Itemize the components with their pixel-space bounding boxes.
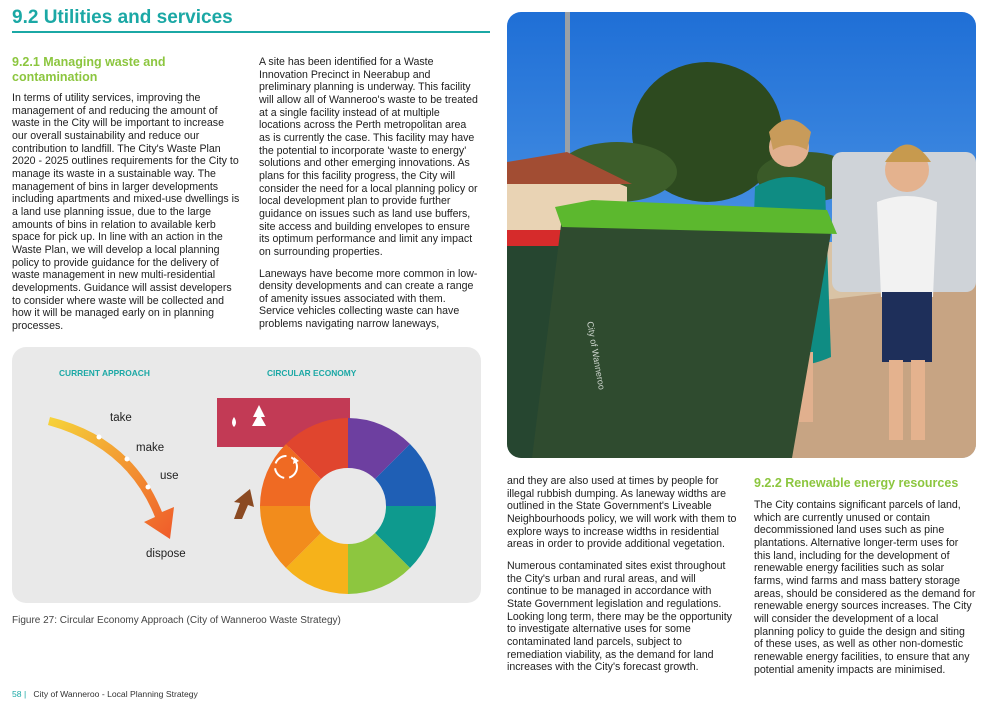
bin-logo-text: City of Wanneroo	[585, 320, 607, 391]
residual-waste-arrow	[234, 489, 254, 519]
step-use: use	[160, 470, 179, 482]
step-make: make	[136, 442, 165, 454]
current-approach-label: CURRENT APPROACH	[59, 368, 150, 378]
step-dispose: dispose	[146, 548, 186, 560]
bins-photo	[507, 12, 976, 458]
section-heading-922: 9.2.2 Renewable energy resources	[754, 476, 959, 490]
section-heading-921: 9.2.1 Managing waste and contamination	[12, 55, 166, 84]
section-921-column	[12, 55, 240, 332]
paragraph: In terms of utility services, improving the management of and reducing the amount of waste in the City will be important to increase our overall sustainability and reduce our contribution to landfill. The City's Waste Plan 2020 - 2025 outlines requirements for the City to manage its waste in a sustainable way. The management of bins in larger developments including apartments and mixed-use dwellings is a land use planning issue, due to the large amounts of bins in relation to available kerb space for pick up. In line with an action in the Waste Plan, we will develop a local planning policy to provide guidance for the delivery of waste management in new multi-residential developments. Guidance will assist developers to consider where waste will be collected and how it will be managed early on in planning processes.	[12, 92, 240, 332]
text-column-2	[259, 56, 479, 331]
circular-economy-diagram	[12, 347, 481, 603]
paragraph: and they are also used at times by people for illegal rubbish dumping. As laneway widths are outlined in the State Government's Liveable Neighbourhoods policy, we will work with them to explore ways to increase widths in residential areas in order to provide additional vegetation.	[507, 475, 737, 551]
figure-caption: Figure 27: Circular Economy Approach (City of Wanneroo Waste Strategy)	[12, 615, 341, 626]
linear-arrow	[48, 417, 174, 539]
text-column-3	[507, 475, 737, 674]
page-footer	[12, 689, 198, 699]
title-underline	[12, 31, 490, 33]
step-take: take	[110, 412, 132, 424]
circular-economy-label: CIRCULAR ECONOMY	[267, 368, 357, 378]
paragraph: Laneways have become more common in low-density developments and can create a range of amenity issues associated with them. Service vehicles collecting waste can have problems navigating narrow laneways,	[259, 267, 478, 331]
paragraph: A site has been identified for a Waste Innovation Precinct in Neerabup and preliminary planning is underway. This facility will allow all of Wanneroo's waste to be treated at a single facility instead of at multiple locations across the Perth metropolitan area as is currently the case. This facility may have the potential to incorporate 'waste to energy' solutions and other emerging innovations. As plans for this facility progress, the City will consider the need for a local planning policy or local development plan to provide further guidance on issues such as land use buffers, site access and building envelopes to ensure its optimum performance and limit any impact on surrounding properties.	[259, 56, 478, 258]
circular-loop	[260, 418, 436, 594]
page-number: 58 |	[12, 689, 27, 699]
paragraph: Numerous contaminated sites exist throughout the City's urban and rural areas, and will continue to be managed in accordance with State Government legislation and regulations. Looking long term, there may be the opportunity to investigate alternative uses for some contaminated land parcels, subject to remediation viability, as the demand for land increases with the City's forecast growth.	[507, 559, 732, 674]
diagram-graphics	[12, 347, 481, 603]
document-title: City of Wanneroo - Local Planning Strategy	[33, 689, 198, 699]
paragraph: The City contains significant parcels of land, which are currently unused or contain decommissioned land uses such as pine plantations. Alternative longer-term uses for this land, including for the development of renewable energy facilities such as solar farms, wind farms and mass battery storage areas, should be considered as the demand for renewable energy sources increases. The City will consider the development of a local planning policy to guide the design and siting of these uses, as well as other non-domestic renewable energy facilities, to ensure that any potential amenity impacts are minimised.	[754, 499, 976, 676]
section-922-column	[754, 476, 976, 676]
page-title: 9.2 Utilities and services	[12, 7, 233, 28]
